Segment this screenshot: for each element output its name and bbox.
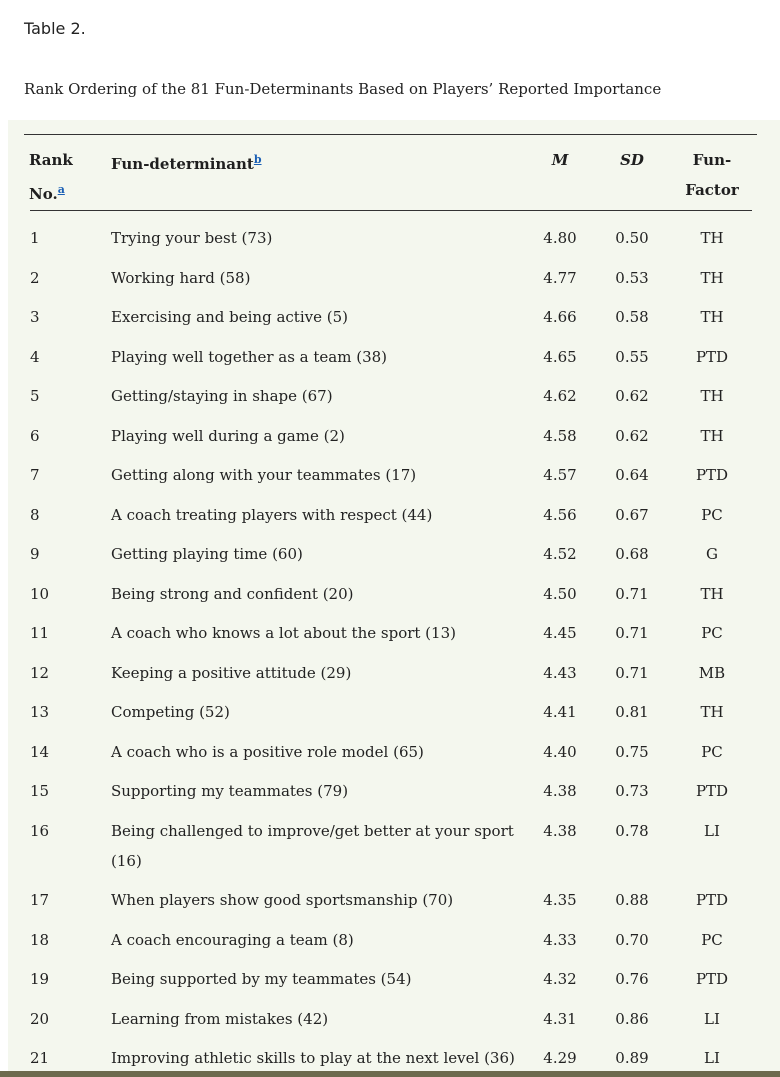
header-rank: Rank No.$^a$ [29, 151, 73, 203]
fun-factor-cell: MB [698, 664, 726, 682]
sd-cell: 0.76 [615, 970, 649, 988]
rank-cell: 3 [30, 308, 40, 326]
sd-cell: 0.73 [615, 782, 649, 800]
sd-cell: 0.62 [615, 387, 649, 405]
fun-determinant-cell: When players show good sportsmanship (70) [111, 891, 454, 909]
fun-factor-cell: TH [700, 308, 724, 326]
fun-determinant-cell: Playing well during a game (2) [111, 427, 345, 445]
sd-cell: 0.71 [615, 664, 649, 682]
rank-cell: 14 [30, 743, 50, 761]
rank-cell: 10 [30, 585, 50, 603]
rank-cell: 12 [30, 664, 50, 682]
sd-cell: 0.89 [615, 1049, 649, 1067]
fun-determinant-cell: A coach who knows a lot about the sport (13) [111, 624, 456, 642]
fun-determinant-cell: Being strong and confident (20) [111, 585, 354, 603]
fun-determinant-cell: Competing (52) [111, 703, 230, 721]
sd-cell: 0.88 [615, 891, 649, 909]
fun-factor-cell: PTD [695, 970, 729, 988]
fun-factor-cell: LI [704, 822, 720, 840]
rank-cell: 20 [30, 1010, 50, 1028]
fun-factor-cell: LI [704, 1049, 720, 1067]
mean-cell: 4.50 [543, 585, 577, 603]
mean-cell: 4.65 [543, 348, 577, 366]
rank-cell: 2 [30, 269, 40, 287]
fun-factor-cell: TH [700, 585, 724, 603]
rank-cell: 11 [30, 624, 50, 642]
fun-factor-cell: PC [701, 624, 723, 642]
mean-cell: 4.38 [543, 782, 577, 800]
fun-determinant-cell: A coach encouraging a team (8) [111, 931, 354, 949]
fun-determinant-cell: Getting along with your teammates (17) [111, 466, 417, 484]
bottom-edge [0, 1071, 780, 1077]
fun-determinant-cell: Working hard (58) [111, 269, 251, 287]
table-top-rule [24, 134, 757, 135]
rank-cell: 9 [30, 545, 40, 563]
sd-cell: 0.68 [615, 545, 649, 563]
mean-cell: 4.52 [543, 545, 577, 563]
fun-factor-cell: TH [700, 703, 724, 721]
mean-cell: 4.56 [543, 506, 577, 524]
mean-cell: 4.33 [543, 931, 577, 949]
mean-cell: 4.62 [543, 387, 577, 405]
fun-determinant-cell: Supporting my teammates (79) [111, 782, 349, 800]
mean-cell: 4.45 [543, 624, 577, 642]
mean-cell: 4.58 [543, 427, 577, 445]
fun-factor-cell: TH [700, 269, 724, 287]
header-sd: SD [620, 151, 644, 169]
rank-cell: 5 [30, 387, 40, 405]
footnote-b-link[interactable]: b [253, 153, 262, 166]
sd-cell: 0.55 [615, 348, 649, 366]
fun-factor-cell: PC [701, 506, 723, 524]
fun-determinant-cell: A coach treating players with respect (44) [111, 506, 433, 524]
table-label: Table 2. [24, 19, 86, 38]
fun-factor-cell: PTD [695, 348, 729, 366]
header-fun-factor: Fun- Factor [685, 151, 739, 199]
table-title: Rank Ordering of the 81 Fun-Determinants Based on Players’ Reported Importance [24, 80, 662, 98]
mean-cell: 4.38 [543, 822, 577, 840]
fun-factor-cell: PTD [695, 782, 729, 800]
rank-cell: 19 [30, 970, 50, 988]
fun-factor-cell: PTD [695, 466, 729, 484]
fun-determinant-cell: Getting/staying in shape (67) [111, 387, 333, 405]
fun-factor-cell: PTD [695, 891, 729, 909]
fun-determinant-cell: Being supported by my teammates (54) [111, 970, 412, 988]
rank-cell: 7 [30, 466, 40, 484]
rank-cell: 16 [30, 822, 50, 840]
mean-cell: 4.35 [543, 891, 577, 909]
sd-cell: 0.71 [615, 585, 649, 603]
sd-cell: 0.86 [615, 1010, 649, 1028]
fun-factor-cell: LI [704, 1010, 720, 1028]
fun-factor-cell: G [706, 545, 718, 563]
mean-cell: 4.77 [543, 269, 577, 287]
sd-cell: 0.75 [615, 743, 649, 761]
sd-cell: 0.71 [615, 624, 649, 642]
fun-factor-cell: TH [700, 427, 724, 445]
footnote-a-link[interactable]: a [57, 183, 65, 196]
fun-determinant-cell: A coach who is a positive role model (65) [111, 743, 424, 761]
rank-cell: 17 [30, 891, 50, 909]
rank-cell: 18 [30, 931, 50, 949]
fun-determinant-cell: Keeping a positive attitude (29) [111, 664, 352, 682]
fun-factor-cell: TH [700, 229, 724, 247]
fun-factor-cell: PC [701, 743, 723, 761]
header-rule [30, 210, 752, 211]
header-mean: M [551, 151, 569, 169]
rank-cell: 6 [30, 427, 40, 445]
sd-cell: 0.67 [615, 506, 649, 524]
rank-cell: 15 [30, 782, 50, 800]
fun-determinant-cell: Playing well together as a team (38) [111, 348, 388, 366]
mean-cell: 4.43 [543, 664, 577, 682]
mean-cell: 4.41 [543, 703, 577, 721]
sd-cell: 0.70 [615, 931, 649, 949]
fun-factor-cell: TH [700, 387, 724, 405]
fun-determinant-cell: Getting playing time (60) [111, 545, 303, 563]
fun-determinant-cell: Learning from mistakes (42) [111, 1010, 329, 1028]
sd-cell: 0.62 [615, 427, 649, 445]
rank-cell: 8 [30, 506, 40, 524]
rank-cell: 4 [30, 348, 40, 366]
sd-cell: 0.78 [615, 822, 649, 840]
fun-determinant-cell: Being challenged to improve/get better at your sport (16) [111, 822, 514, 870]
sd-cell: 0.50 [615, 229, 649, 247]
rank-cell: 21 [30, 1049, 50, 1067]
fun-determinant-cell: Trying your best (73) [111, 229, 273, 247]
fun-determinant-cell: Exercising and being active (5) [111, 308, 348, 326]
sd-cell: 0.64 [615, 466, 649, 484]
sd-cell: 0.81 [615, 703, 649, 721]
mean-cell: 4.32 [543, 970, 577, 988]
mean-cell: 4.57 [543, 466, 577, 484]
mean-cell: 4.31 [543, 1010, 577, 1028]
mean-cell: 4.80 [543, 229, 577, 247]
header-fun-determinant: Fun-determinant$^b$ [111, 153, 262, 173]
mean-cell: 4.29 [543, 1049, 577, 1067]
sd-cell: 0.53 [615, 269, 649, 287]
sd-cell: 0.58 [615, 308, 649, 326]
mean-cell: 4.66 [543, 308, 577, 326]
fun-factor-cell: PC [701, 931, 723, 949]
rank-cell: 1 [30, 229, 40, 247]
fun-determinant-cell: Improving athletic skills to play at the next level (36) [111, 1049, 515, 1067]
rank-cell: 13 [30, 703, 50, 721]
mean-cell: 4.40 [543, 743, 577, 761]
